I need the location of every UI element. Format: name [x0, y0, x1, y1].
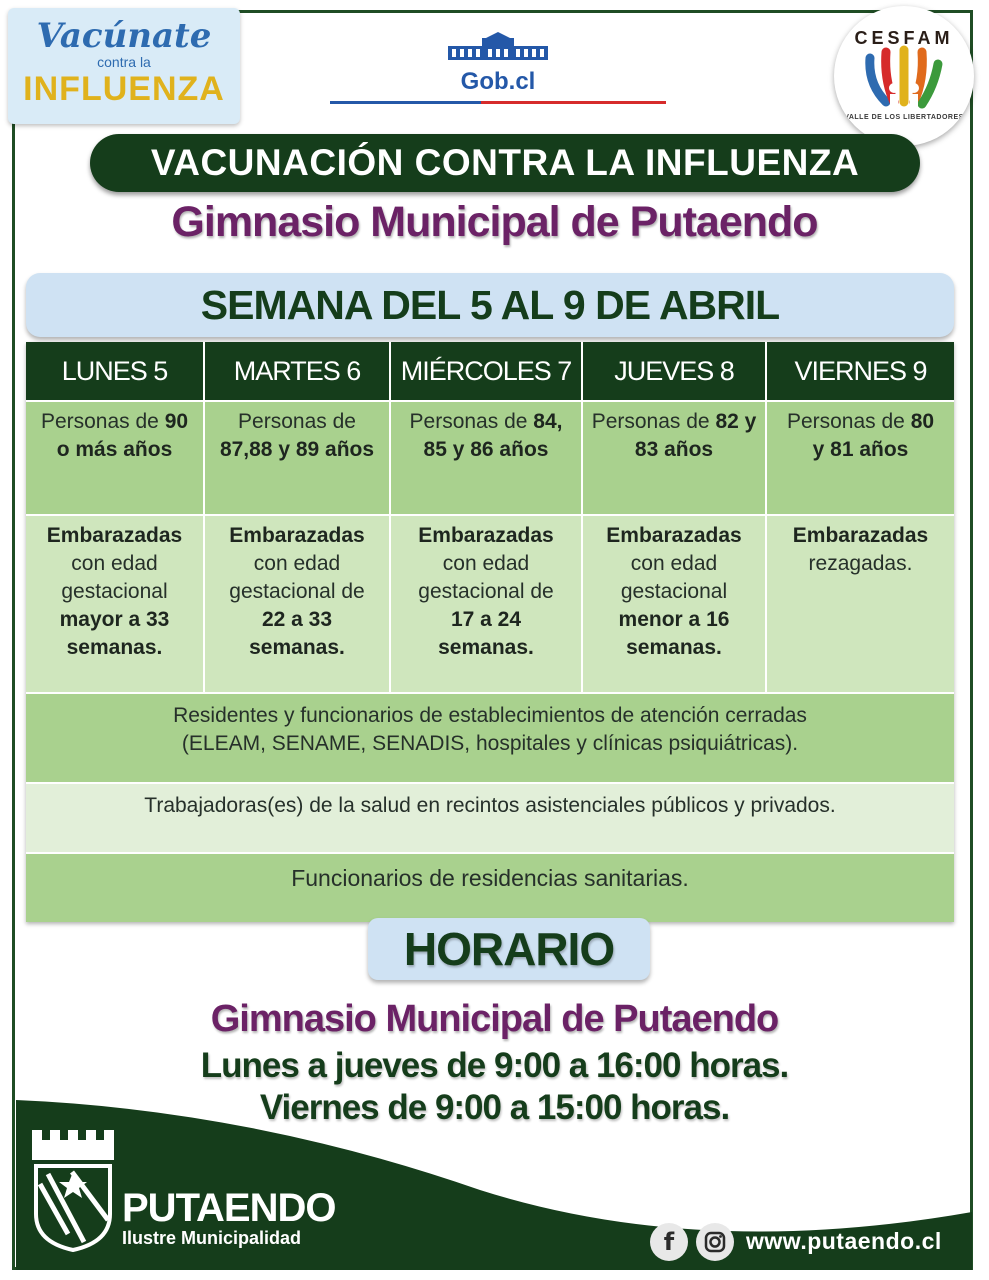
health-workers-text: Trabajadoras(es) de la salud en recintos asistenciales públicos y privados. — [144, 794, 836, 817]
website-link[interactable]: www.putaendo.cl — [746, 1228, 942, 1254]
brand-subtitle: Ilustre Municipalidad — [122, 1228, 302, 1248]
horario-venue: Gimnasio Municipal de Putaendo — [210, 998, 779, 1040]
day-header-row — [26, 342, 954, 400]
age-prefix: Personas de — [238, 410, 356, 433]
pregnant-range: menor a 16 semanas. — [618, 608, 730, 659]
schedule-friday: Viernes de 9:00 a 15:00 horas. — [259, 1088, 730, 1127]
age-range: 87,88 y 89 años — [219, 438, 375, 461]
age-cell — [767, 402, 954, 514]
age-prefix: Personas de — [591, 410, 716, 433]
main-title: VACUNACIÓN CONTRA LA INFLUENZA — [150, 142, 860, 183]
cesfam-subtitle: VALLE DE LOS LIBERTADORES — [844, 114, 964, 121]
schedule-weekdays: Lunes a jueves de 9:00 a 16:00 horas. — [200, 1046, 789, 1085]
age-range: 80 y 81 años — [812, 410, 935, 461]
vacunate-influenza-badge — [8, 8, 240, 124]
facebook-icon[interactable] — [650, 1223, 688, 1261]
pregnant-cell — [26, 516, 203, 692]
pregnant-range: 17 a 24 semanas. — [438, 608, 534, 659]
brand-name: PUTAENDO — [122, 1186, 336, 1230]
sanitary-text: Funcionarios de residencias sanitarias. — [291, 865, 689, 891]
health-workers-row — [26, 784, 954, 852]
pregnant-cell — [767, 516, 954, 692]
pregnant-range: mayor a 33 semanas. — [59, 608, 170, 659]
residents-line2: (ELEAM, SENAME, SENADIS, hospitales y clínicas psiquiátricas). — [181, 732, 799, 755]
pregnant-label: Embarazadas — [418, 524, 554, 547]
day-header: JUEVES 8 — [583, 342, 765, 400]
day-header: LUNES 5 — [26, 342, 203, 400]
week-title: SEMANA DEL 5 AL 9 DE ABRIL — [200, 282, 780, 328]
age-prefix: Personas de — [786, 410, 911, 433]
age-cell — [26, 402, 203, 514]
residents-line1: Residentes y funcionarios de establecimientos de atención cerradas — [173, 704, 807, 727]
main-title-banner — [90, 134, 920, 192]
putaendo-brand — [122, 1188, 335, 1248]
residents-row — [26, 694, 954, 782]
pregnant-label: Embarazadas — [229, 524, 365, 547]
gob-cl-logo — [330, 32, 666, 104]
day-header: VIERNES 9 — [767, 342, 954, 400]
pregnant-cell — [391, 516, 581, 692]
age-range: 84, 85 y 86 años — [423, 410, 563, 461]
pregnant-cell — [583, 516, 765, 692]
gob-flag-line — [330, 101, 666, 104]
venue-title: Gimnasio Municipal de Putaendo — [171, 198, 818, 246]
schedule-table — [26, 342, 954, 922]
pregnant-desc: con edad gestacional — [620, 552, 728, 603]
government-building-icon — [446, 32, 550, 62]
cesfam-logo — [834, 6, 974, 146]
day-header: MARTES 6 — [205, 342, 389, 400]
age-cell — [391, 402, 581, 514]
sanitary-row — [26, 854, 954, 922]
age-range: 82 y 83 años — [634, 410, 757, 461]
pregnant-label: Embarazadas — [46, 524, 183, 547]
pregnant-desc: con edad gestacional — [61, 552, 168, 603]
instagram-icon[interactable] — [696, 1223, 734, 1261]
age-range: 90 o más años — [56, 410, 189, 461]
pregnant-desc: con edad gestacional de — [418, 552, 554, 603]
pregnant-desc: con edad gestacional de — [229, 552, 365, 603]
cesfam-title: CESFAM — [854, 28, 954, 48]
badge-line3: INFLUENZA — [23, 70, 225, 108]
week-banner — [26, 273, 954, 337]
pregnant-label: Embarazadas — [606, 524, 742, 547]
hands-family-logo-icon — [834, 6, 974, 146]
badge-line2: contra la — [97, 54, 151, 70]
age-prefix: Personas de — [409, 410, 534, 433]
age-cell — [583, 402, 765, 514]
horario-banner — [368, 918, 650, 980]
facebook-glyph: f — [663, 1228, 675, 1256]
instagram-glyph — [696, 1223, 734, 1261]
pregnant-desc: rezagadas. — [808, 552, 913, 575]
horario-label: HORARIO — [403, 923, 615, 975]
badge-line1: Vacúnate — [36, 16, 212, 56]
gob-cl-text: Gob.cl — [460, 68, 536, 95]
age-cell — [205, 402, 389, 514]
putaendo-crest-icon — [28, 1124, 118, 1252]
day-header: MIÉRCOLES 7 — [391, 342, 581, 400]
age-prefix: Personas de — [40, 410, 165, 433]
pregnant-range: 22 a 33 semanas. — [249, 608, 345, 659]
pregnant-cell — [205, 516, 389, 692]
pregnant-label: Embarazadas — [792, 524, 929, 547]
